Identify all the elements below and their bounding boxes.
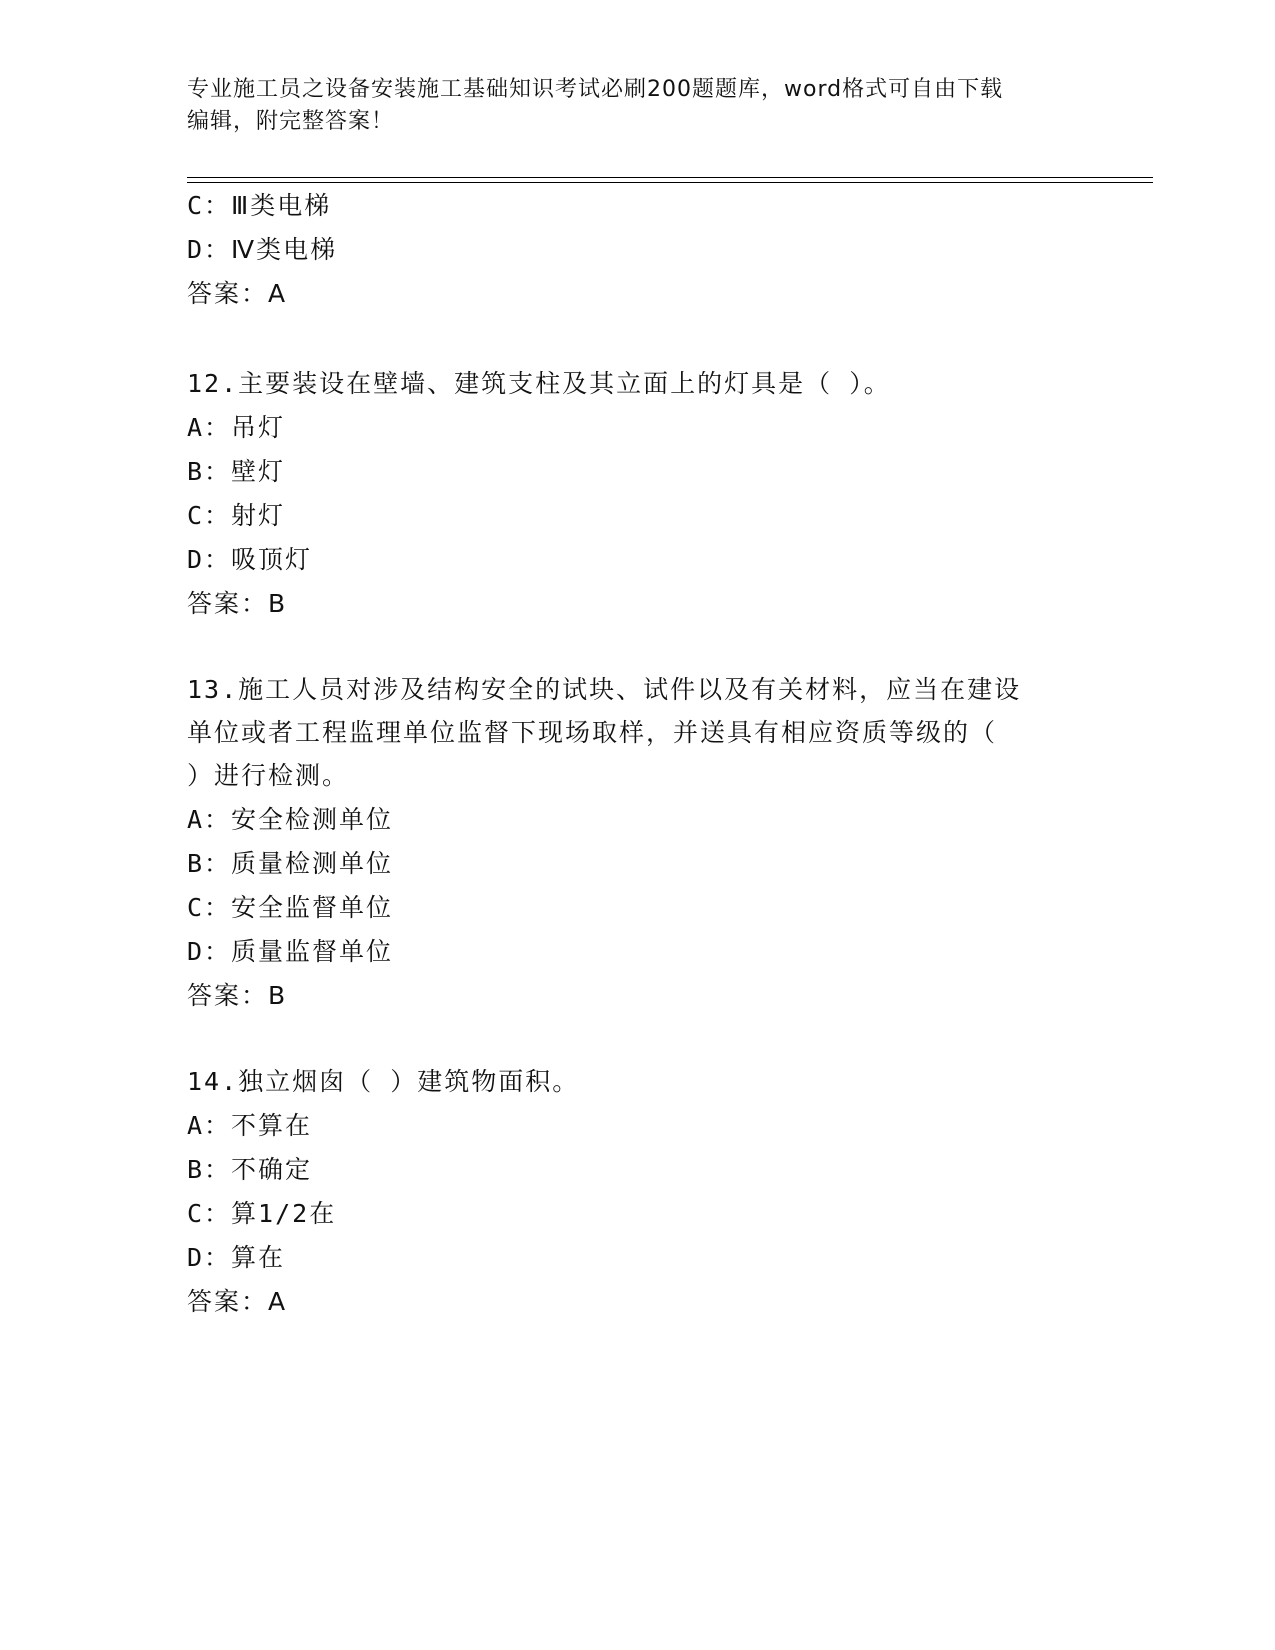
- option-a: A：安全检测单位: [187, 805, 394, 834]
- answer-line: 答案：B: [187, 589, 288, 618]
- question-stem: 13.施工人员对涉及结构安全的试块、试件以及有关材料，应当在建设: [187, 675, 1022, 704]
- question-stem-continued: 单位或者工程监理单位监督下现场取样，并送具有相应资质等级的（: [187, 718, 998, 747]
- option-c: C：Ⅲ类电梯: [187, 191, 332, 220]
- option-b: B：不确定: [187, 1155, 313, 1184]
- answer-line: 答案：B: [187, 981, 288, 1010]
- option-d: D：Ⅳ类电梯: [187, 235, 338, 264]
- option-d: D：质量监督单位: [187, 937, 394, 966]
- answer-line: 答案：A: [187, 279, 288, 308]
- option-d: D：算在: [187, 1243, 286, 1272]
- header-divider: [187, 177, 1153, 183]
- option-a: A：不算在: [187, 1111, 313, 1140]
- question-stem: 14.独立烟囱（ ）建筑物面积。: [187, 1067, 580, 1096]
- option-b: B：质量检测单位: [187, 849, 394, 878]
- option-c: C：安全监督单位: [187, 893, 394, 922]
- option-c: C：算1/2在: [187, 1199, 337, 1228]
- header-line-1: 专业施工员之设备安装施工基础知识考试必刷200题题库，word格式可自由下载: [187, 77, 1004, 102]
- question-stem: 12.主要装设在壁墙、建筑支柱及其立面上的灯具是（ ）。: [187, 369, 891, 398]
- question-stem-continued: ）进行检测。: [187, 761, 350, 790]
- answer-line: 答案：A: [187, 1287, 288, 1316]
- option-c: C：射灯: [187, 501, 286, 530]
- option-a: A：吊灯: [187, 413, 286, 442]
- header-line-2: 编辑，附完整答案！: [187, 109, 395, 134]
- page-header: [187, 74, 1067, 138]
- option-d: D：吸顶灯: [187, 545, 313, 574]
- option-b: B：壁灯: [187, 457, 286, 486]
